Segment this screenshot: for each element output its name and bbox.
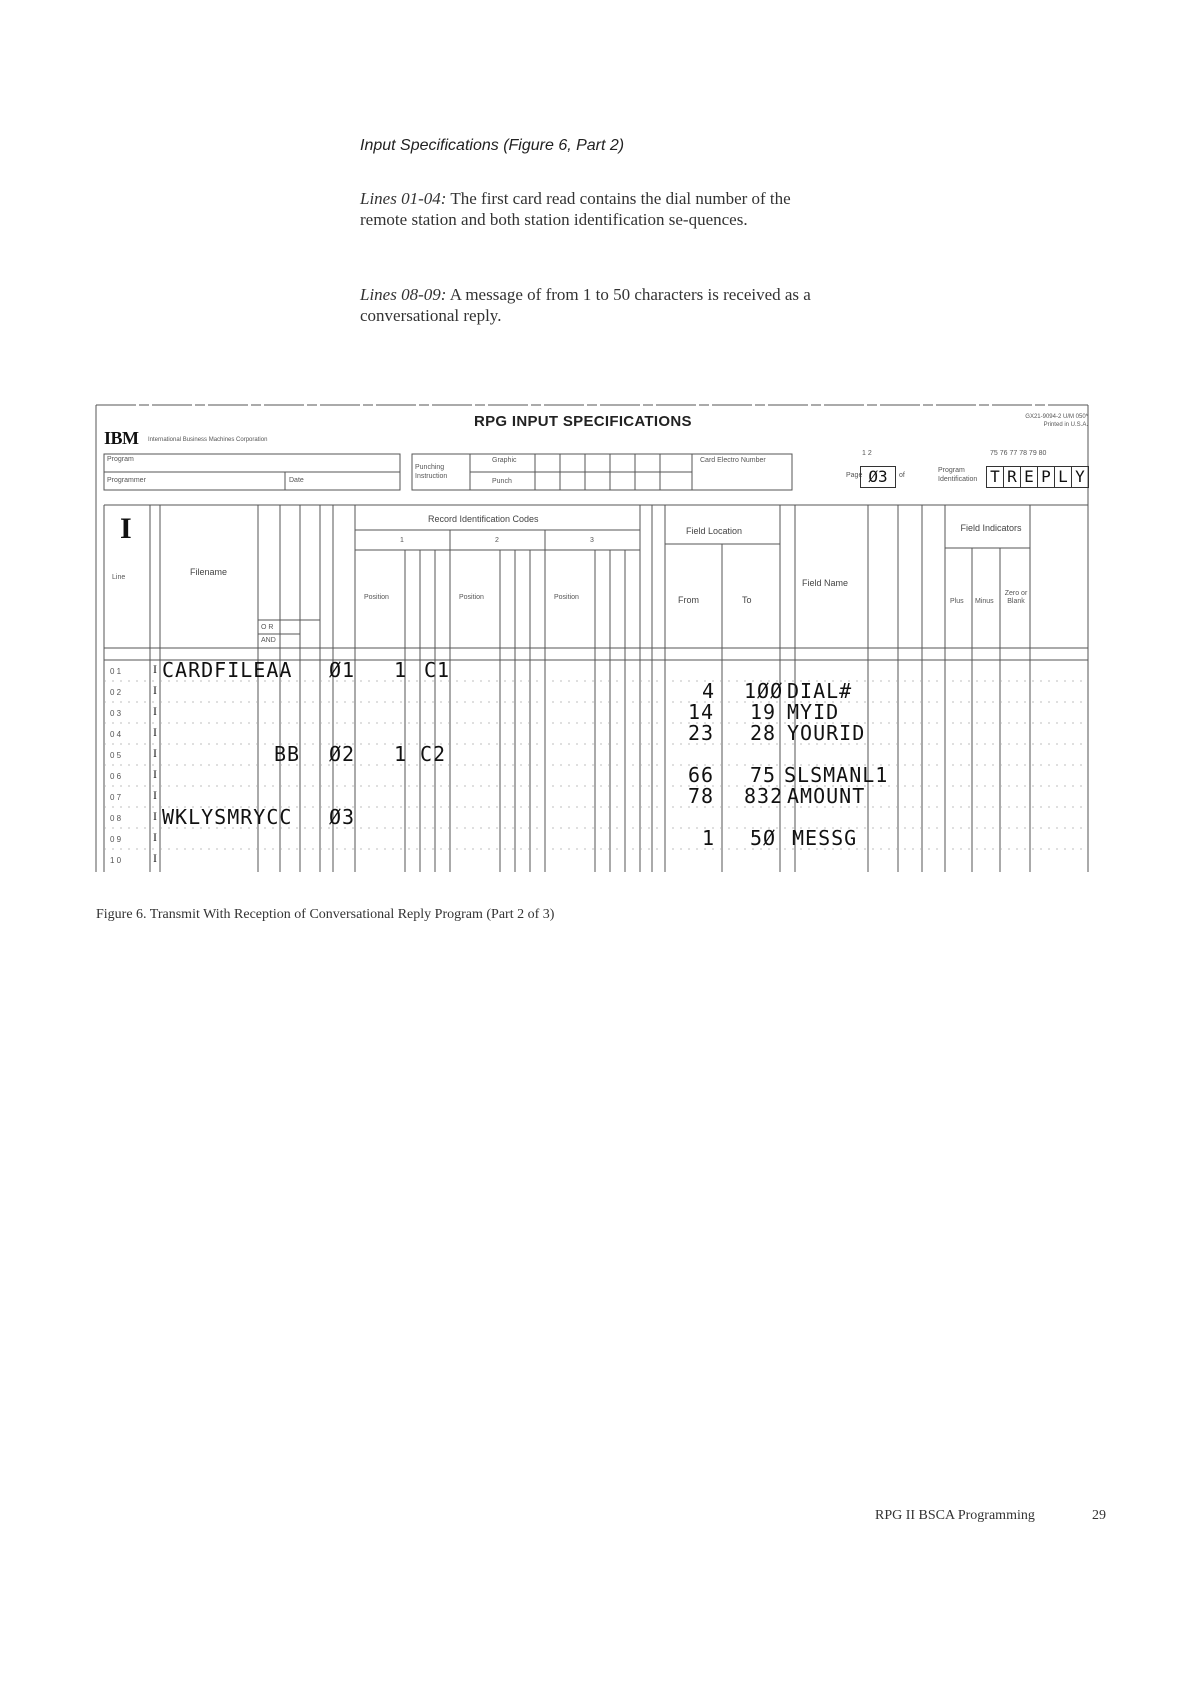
form-type: I: [153, 809, 157, 823]
form-type: I: [153, 704, 157, 718]
form-type: I: [153, 746, 157, 760]
paragraph-lead: Lines 08-09:: [360, 285, 447, 304]
form-type: I: [153, 851, 157, 865]
filename-value: WKLYSMRYCC: [162, 805, 293, 829]
program-label: Program: [107, 456, 134, 463]
line-number: 0 1: [110, 667, 122, 676]
zero-blank-header: Zero or Blank: [1004, 590, 1028, 605]
filename-value: CARDFILEAA: [162, 658, 293, 682]
field-name-value: DIAL#: [787, 679, 853, 703]
program-id-char: E: [1021, 466, 1038, 488]
line-header: Line: [112, 574, 126, 581]
program-id-char: Y: [1072, 466, 1089, 488]
line-number: 0 5: [110, 751, 122, 760]
from-value: 78: [688, 784, 715, 808]
character-value: C1: [424, 658, 451, 682]
filename-value: BB: [274, 742, 301, 766]
line-number: 1 0: [110, 856, 122, 865]
position-header-3: Position: [554, 594, 579, 601]
form-type-letter: I: [120, 512, 132, 545]
to-value: 28: [750, 721, 777, 745]
field-name-value: AMOUNT: [787, 784, 866, 808]
group-2: 2: [495, 537, 499, 544]
programmer-label: Programmer: [107, 477, 146, 484]
paragraph-lead: Lines 01-04:: [360, 189, 447, 208]
page-number: 29: [1092, 1508, 1106, 1523]
form-type: I: [153, 683, 157, 697]
ibm-logo: IBM: [104, 428, 139, 448]
line-number: 0 4: [110, 730, 122, 739]
to-value: 75: [750, 763, 777, 787]
to-header: To: [742, 595, 752, 605]
or-label: O R: [261, 624, 274, 631]
running-footer: RPG II BSCA Programming: [875, 1508, 1035, 1523]
line-number: 0 7: [110, 793, 122, 802]
to-value: 19: [750, 700, 777, 724]
section-heading: Input Specifications (Figure 6, Part 2): [360, 137, 625, 154]
group-1: 1: [400, 537, 404, 544]
form-title: RPG INPUT SPECIFICATIONS: [474, 413, 692, 430]
form-type: I: [153, 767, 157, 781]
indicator-value: Ø2: [329, 742, 356, 766]
field-location-header: Field Location: [686, 526, 743, 536]
punch-label: Punch: [492, 478, 512, 485]
to-value: 5Ø: [750, 826, 777, 850]
program-id-char: L: [1055, 466, 1072, 488]
program-id-char: T: [986, 466, 1004, 488]
field-name-value: SLSMANL1: [784, 763, 889, 787]
from-value: 23: [688, 721, 715, 745]
from-value: 66: [688, 763, 715, 787]
form-number: [990, 413, 1088, 429]
table-row: [104, 786, 1088, 807]
minus-header: Minus: [975, 598, 994, 605]
printed-in: Printed in U.S.A.: [1043, 422, 1088, 428]
field-name-value: MESSG: [792, 826, 858, 850]
page-label: Page: [846, 472, 863, 479]
line-number: 0 2: [110, 688, 122, 697]
form-type: I: [153, 662, 157, 676]
indicator-value: Ø3: [329, 805, 356, 829]
card-electro-label: Card Electro Number: [700, 457, 766, 464]
indicator-value: Ø1: [329, 658, 356, 682]
form-type: I: [153, 788, 157, 802]
figure-caption: Figure 6. Transmit With Reception of Conversational Reply Program (Part 2 of 3): [96, 907, 555, 922]
program-id-boxes: [986, 466, 1089, 488]
filename-header: Filename: [190, 567, 228, 577]
to-value: 832: [744, 784, 784, 808]
table-row: [104, 849, 1088, 870]
position-header-1: Position: [364, 594, 389, 601]
table-row: [104, 828, 1088, 849]
punching-instruction-label: Punching Instruction: [415, 464, 448, 480]
line-number: 0 9: [110, 835, 122, 844]
line-number: 0 3: [110, 709, 122, 718]
paragraph-text: The first card read contains the dial number of the remote station and both station identification se-quences.: [360, 189, 791, 229]
form-type: I: [153, 830, 157, 844]
of-label: of: [899, 472, 905, 479]
field-indicators-header: Field Indicators: [960, 523, 1022, 533]
field-name-header: Field Name: [802, 578, 849, 588]
record-id-codes-header: Record Identification Codes: [428, 514, 539, 524]
form-number-text: GX21-9094-2 U/M 050*: [1025, 414, 1088, 420]
from-value: 1: [702, 826, 716, 850]
graphic-label: Graphic: [492, 457, 517, 464]
character-value: C2: [420, 742, 447, 766]
from-header: From: [678, 595, 699, 605]
line-number: 0 8: [110, 814, 122, 823]
from-value: 14: [688, 700, 715, 724]
table-row: [104, 681, 1088, 702]
position-value: 1: [394, 742, 408, 766]
table-row: [104, 723, 1088, 744]
table-row: [104, 702, 1088, 723]
program-id-char: P: [1038, 466, 1055, 488]
table-row: [104, 807, 1088, 828]
paragraph-text: A message of from 1 to 50 characters is received as a conversational reply.: [360, 285, 811, 325]
date-label: Date: [289, 477, 304, 484]
ident-cols: 75 76 77 78 79 80: [990, 450, 1047, 457]
corporation-name: International Business Machines Corporation: [148, 437, 268, 443]
table-row: [104, 744, 1088, 765]
field-name-value: MYID: [787, 700, 840, 724]
page-cols: 1 2: [862, 450, 872, 457]
position-header-2: Position: [459, 594, 484, 601]
line-number: 0 6: [110, 772, 122, 781]
form-type: I: [153, 725, 157, 739]
table-row: [104, 660, 1088, 681]
page-value: Ø3: [860, 466, 896, 488]
to-value: 1ØØ: [744, 679, 784, 703]
position-value: 1: [394, 658, 408, 682]
and-label: AND: [261, 637, 276, 644]
program-id-char: R: [1004, 466, 1021, 488]
plus-header: Plus: [950, 598, 964, 605]
from-value: 4: [702, 679, 716, 703]
program-identification-label: Program Identification: [938, 467, 978, 483]
table-row: [104, 765, 1088, 786]
group-3: 3: [590, 537, 594, 544]
field-name-value: YOURID: [787, 721, 866, 745]
